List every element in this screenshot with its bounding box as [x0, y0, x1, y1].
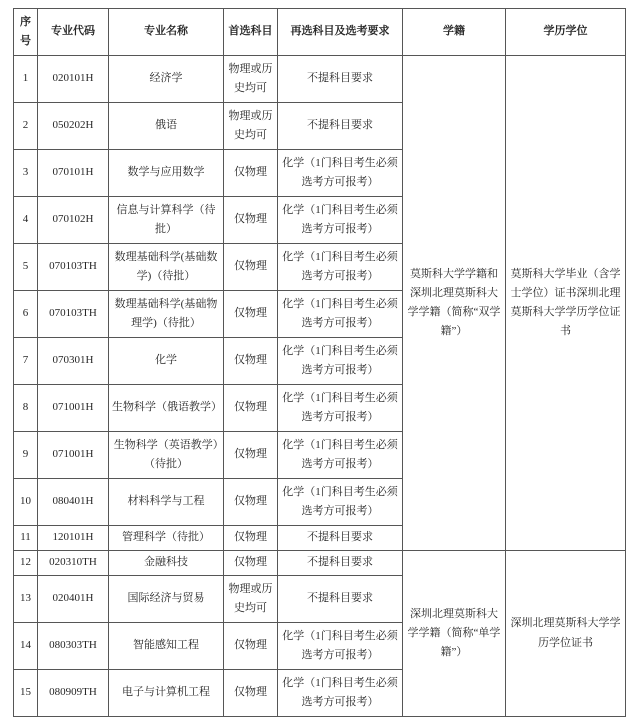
- cell-serial: 15: [14, 670, 38, 717]
- majors-table: [13, 8, 626, 717]
- cell-major-name: 国际经济与贸易: [109, 576, 224, 623]
- table-row: [14, 56, 626, 103]
- cell-serial: 14: [14, 623, 38, 670]
- cell-serial: 3: [14, 150, 38, 197]
- cell-reselect-requirement: 化学（1门科目考生必须选考方可报考）: [278, 670, 403, 717]
- cell-serial: 11: [14, 526, 38, 551]
- cell-first-subject: 仅物理: [224, 291, 278, 338]
- cell-major-code: 070103TH: [38, 291, 109, 338]
- col-header-enrollment: 学籍: [403, 9, 506, 56]
- cell-major-name: 化学: [109, 338, 224, 385]
- cell-major-name: 经济学: [109, 56, 224, 103]
- cell-serial: 13: [14, 576, 38, 623]
- cell-first-subject: 物理或历史均可: [224, 103, 278, 150]
- cell-reselect-requirement: 化学（1门科目考生必须选考方可报考）: [278, 385, 403, 432]
- cell-major-name: 俄语: [109, 103, 224, 150]
- cell-reselect-requirement: 化学（1门科目考生必须选考方可报考）: [278, 197, 403, 244]
- cell-first-subject: 物理或历史均可: [224, 56, 278, 103]
- cell-major-code: 080401H: [38, 479, 109, 526]
- cell-first-subject: 仅物理: [224, 338, 278, 385]
- cell-reselect-requirement: 化学（1门科目考生必须选考方可报考）: [278, 338, 403, 385]
- cell-serial: 5: [14, 244, 38, 291]
- cell-major-code: 071001H: [38, 432, 109, 479]
- cell-major-name: 生物科学（英语教学）（待批）: [109, 432, 224, 479]
- cell-enrollment-group-2: 深圳北理莫斯科大学学籍（简称“单学籍”）: [403, 551, 506, 717]
- cell-major-code: 020310TH: [38, 551, 109, 576]
- cell-reselect-requirement: 化学（1门科目考生必须选考方可报考）: [278, 432, 403, 479]
- cell-major-code: 070301H: [38, 338, 109, 385]
- cell-reselect-requirement: 化学（1门科目考生必须选考方可报考）: [278, 244, 403, 291]
- cell-serial: 6: [14, 291, 38, 338]
- cell-first-subject: 仅物理: [224, 432, 278, 479]
- col-header-major-code: 专业代码: [38, 9, 109, 56]
- cell-major-name: 材料科学与工程: [109, 479, 224, 526]
- cell-major-name: 数学与应用数学: [109, 150, 224, 197]
- cell-first-subject: 仅物理: [224, 244, 278, 291]
- cell-reselect-requirement: 不提科目要求: [278, 526, 403, 551]
- cell-first-subject: 仅物理: [224, 623, 278, 670]
- cell-serial: 8: [14, 385, 38, 432]
- cell-major-code: 020401H: [38, 576, 109, 623]
- cell-reselect-requirement: 不提科目要求: [278, 576, 403, 623]
- cell-reselect-requirement: 化学（1门科目考生必须选考方可报考）: [278, 150, 403, 197]
- col-header-major-name: 专业名称: [109, 9, 224, 56]
- cell-serial: 1: [14, 56, 38, 103]
- cell-reselect-requirement: 化学（1门科目考生必须选考方可报考）: [278, 623, 403, 670]
- cell-major-name: 管理科学（待批）: [109, 526, 224, 551]
- cell-major-code: 120101H: [38, 526, 109, 551]
- cell-major-code: 070101H: [38, 150, 109, 197]
- cell-major-code: 080303TH: [38, 623, 109, 670]
- cell-reselect-requirement: 不提科目要求: [278, 56, 403, 103]
- cell-major-code: 070103TH: [38, 244, 109, 291]
- cell-serial: 10: [14, 479, 38, 526]
- cell-major-code: 020101H: [38, 56, 109, 103]
- cell-reselect-requirement: 化学（1门科目考生必须选考方可报考）: [278, 291, 403, 338]
- cell-first-subject: 仅物理: [224, 670, 278, 717]
- col-header-serial: 序号: [14, 9, 38, 56]
- cell-reselect-requirement: 不提科目要求: [278, 103, 403, 150]
- cell-major-name: 智能感知工程: [109, 623, 224, 670]
- col-header-degree: 学历学位: [506, 9, 626, 56]
- col-header-first-subject: 首选科目: [224, 9, 278, 56]
- cell-serial: 12: [14, 551, 38, 576]
- cell-degree-group-1: 莫斯科大学毕业（含学士学位）证书深圳北理莫斯科大学学历学位证书: [506, 56, 626, 551]
- cell-major-code: 071001H: [38, 385, 109, 432]
- cell-first-subject: 仅物理: [224, 479, 278, 526]
- cell-first-subject: 仅物理: [224, 551, 278, 576]
- cell-major-name: 金融科技: [109, 551, 224, 576]
- cell-reselect-requirement: 化学（1门科目考生必须选考方可报考）: [278, 479, 403, 526]
- cell-first-subject: 仅物理: [224, 150, 278, 197]
- cell-major-code: 050202H: [38, 103, 109, 150]
- cell-major-name: 信息与计算科学（待批）: [109, 197, 224, 244]
- cell-first-subject: 仅物理: [224, 385, 278, 432]
- col-header-reselect-requirement: 再选科目及选考要求: [278, 9, 403, 56]
- cell-first-subject: 仅物理: [224, 526, 278, 551]
- cell-enrollment-group-1: 莫斯科大学学籍和深圳北理莫斯科大学学籍（简称“双学籍”）: [403, 56, 506, 551]
- cell-major-name: 数理基础科学(基础物理学)（待批）: [109, 291, 224, 338]
- cell-serial: 2: [14, 103, 38, 150]
- cell-serial: 4: [14, 197, 38, 244]
- header-row: [14, 9, 626, 56]
- cell-serial: 7: [14, 338, 38, 385]
- cell-reselect-requirement: 不提科目要求: [278, 551, 403, 576]
- cell-first-subject: 物理或历史均可: [224, 576, 278, 623]
- cell-major-name: 数理基础科学(基础数学)（待批）: [109, 244, 224, 291]
- table-row: [14, 551, 626, 576]
- cell-major-code: 070102H: [38, 197, 109, 244]
- cell-serial: 9: [14, 432, 38, 479]
- cell-major-name: 生物科学（俄语教学）: [109, 385, 224, 432]
- cell-degree-group-2: 深圳北理莫斯科大学学历学位证书: [506, 551, 626, 717]
- cell-first-subject: 仅物理: [224, 197, 278, 244]
- cell-major-name: 电子与计算机工程: [109, 670, 224, 717]
- cell-major-code: 080909TH: [38, 670, 109, 717]
